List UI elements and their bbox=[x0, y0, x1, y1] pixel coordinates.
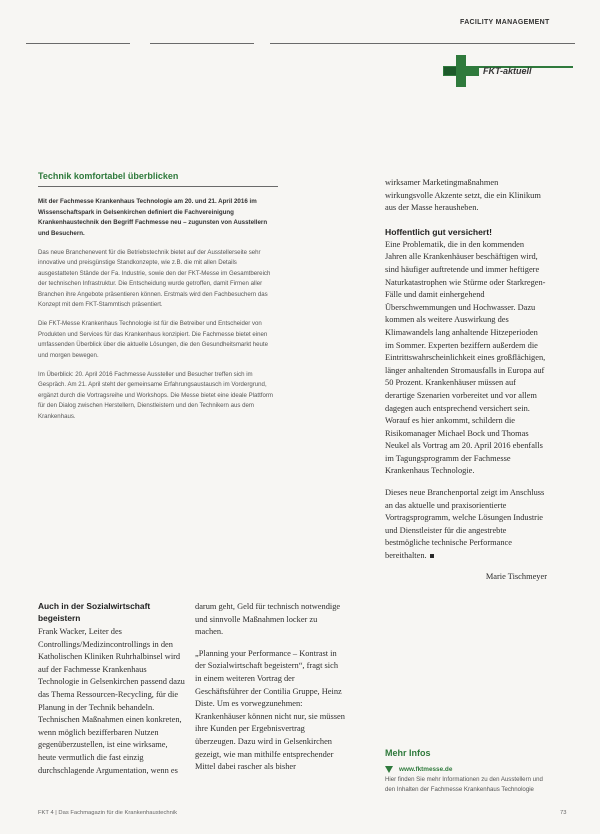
article-title: Technik komfortabel überblicken bbox=[38, 171, 179, 181]
top-rule-left bbox=[26, 43, 130, 44]
section2-heading: Auch in der Sozialwirtschaft begeistern bbox=[38, 601, 151, 623]
logo-text: FKT-aktuell bbox=[483, 66, 532, 76]
col3-top-text: wirksamer Marketingmaßnahmen wirkungsvolle Akzente setzt, die ein Klinikum aus der Masse herausheben. bbox=[385, 178, 541, 213]
section2-column-1 bbox=[38, 601, 185, 777]
footer-left: FKT 4 | Das Fachmagazin für die Krankenhaustechnik bbox=[38, 810, 177, 816]
top-rule-mid bbox=[150, 43, 254, 44]
more-info-link[interactable]: www.fktmesse.de bbox=[399, 766, 453, 773]
section2-text-2: darum geht, Geld für technisch notwendige und sinnvolle Maßnahmen locker zu machen. bbox=[195, 602, 341, 637]
article-right-column bbox=[385, 177, 547, 581]
section-label: FACILITY MANAGEMENT bbox=[460, 19, 550, 26]
paragraph-1: Das neue Branchenevent für die Betriebstechnik bietet auf der Ausstellerseite sehr innovative und preisgünstige Standkonzepte, wie z.B. die mit allen Details ausgestatteten Stände der Fa. Industrie, sowie den der FKT-Messe im Gesamtbereich der technischen Infrastruktur. Die Entscheidung wurde getroffen, damit Firmen aller Branchen ihre Angebote präsentieren können. Erstmals wird den Fachbesuchern das Konzept mit dem FKT-Stammtisch präsentiert. bbox=[38, 249, 271, 309]
arrow-down-icon bbox=[385, 766, 393, 773]
col3-paragraph-1: Eine Problematik, die in den kommenden Jahren alle Krankenhäuser beschäftigen wird, sind häufiger auftretende und immer heftigere Naturkatastrophen wie Stürme oder Starkregen-Fälle und damit einhergehend Überschwemmungen und Hochwasser. Dazu kommen als weitere Auswirkung des Klimawandels lang anhaltende Hitzeperioden im Sommer. Experten beziffern außerdem die Eintrittswahrscheinlichkeit eines großflächigen, länger anhaltenden Stromausfalls in Europa auf 50 Prozent. Krankenhäuser müssen auf derartige Szenarien vorbereitet und vor allem dagegen auch entsprechend versichert sein. Worauf es hier ankommt, schildern die Risikomanager Michael Bock und Thomas Neukel als Vortrag am 20. April 2016 ebenfalls im Tagungsprogramm der Fachmesse Krankenhaus Technologie. bbox=[385, 239, 546, 476]
paragraph-3: Im Überblick: 20. April 2016 Fachmesse Aussteller und Besucher treffen sich im Gespräch. Am 21. April steht der gemeinsame Erfahrungsaustausch im Vordergrund, ergänzt durch die Vortragsreihe und Workshops. Die Messe bietet eine ideale Plattform für den Dialog zwischen Herstellern, Dienstleistern und den Technikern aus dem Krankenhaus. bbox=[38, 371, 273, 420]
title-rule bbox=[38, 186, 278, 187]
author-name: Marie Tischmeyer bbox=[485, 571, 547, 581]
col3-heading: Hoffentlich gut versichert! bbox=[385, 226, 492, 237]
section2-text-3: „Planning your Performance – Kontrast in der Sozialwirtschaft begeistern“, fragt sich in einem weiteren Vortrag der Geschäftsführer der Contilia Gruppe, Heinz Diste. Um es vorwegzunehmen: Krankenhäuser können nicht nur, sie müssen ihre Kunden per Ergebnisvertrag überzeugen. Dazu wird in Gelsenkirchen gezeigt, wie man mithilfe entsprechender Mittel dabei rascher als bisher bbox=[195, 648, 345, 772]
more-info-text: Hier finden Sie mehr Informationen zu den Ausstellern und den Inhalten der Fachmesse Krankenhaus Technologie bbox=[385, 776, 543, 793]
page-number: 73 bbox=[560, 810, 567, 816]
paragraph-2: Die FKT-Messe Krankenhaus Technologie ist für die Betreiber und Entscheider von Produkten und Services für das Krankenhaus konzipiert. Die Fachmesse bietet einen umfassenden Überblick über die aktuelle Lösungen, die den Gesundheitsmarkt heute und morgen bewegen. bbox=[38, 320, 269, 359]
top-rule-right bbox=[270, 43, 575, 44]
end-mark-icon bbox=[430, 554, 434, 558]
more-info-heading: Mehr Infos bbox=[385, 748, 431, 758]
col3-paragraph-2: Dieses neue Branchenportal zeigt im Anschluss an das aktuelle und praxisorientierte Vortragsprogramm, welche Lösungen Industrie und Dienstleister für die angestrebte bestmögliche technische Performance bereithalten. bbox=[385, 488, 545, 561]
section2-text-1: Frank Wacker, Leiter des Controllings/Medizincontrollings in den Katholischen Kliniken Ruhrhalbinsel wird auf der Fachmesse Krankenhaus Technologie in Gelsenkirchen passend dazu das Thema Ressourcen-Recycling, für die Planung in der Technik behandeln. Technischen Maßnahmen einen konkreten, wenn möglich bezifferbaren Nutzen gegenüberzustellen, ist eine wirksame, heute vermutlich die fast einzig durchschlagende Argumentation, wenn es bbox=[38, 627, 185, 775]
more-info-link-row[interactable] bbox=[385, 766, 545, 773]
section2-column-2 bbox=[195, 601, 345, 774]
more-info-box bbox=[385, 748, 545, 795]
article-intro-column bbox=[38, 171, 278, 431]
article-lead: Mit der Fachmesse Krankenhaus Technologie am 20. und 21. April 2016 im Wissenschaftspark in Gelsenkirchen definiert die Fachvereinigung Krankenhaustechnik den Begriff Fachmesse neu – zugunsten von Ausstellern und Besuchern. bbox=[38, 198, 268, 237]
